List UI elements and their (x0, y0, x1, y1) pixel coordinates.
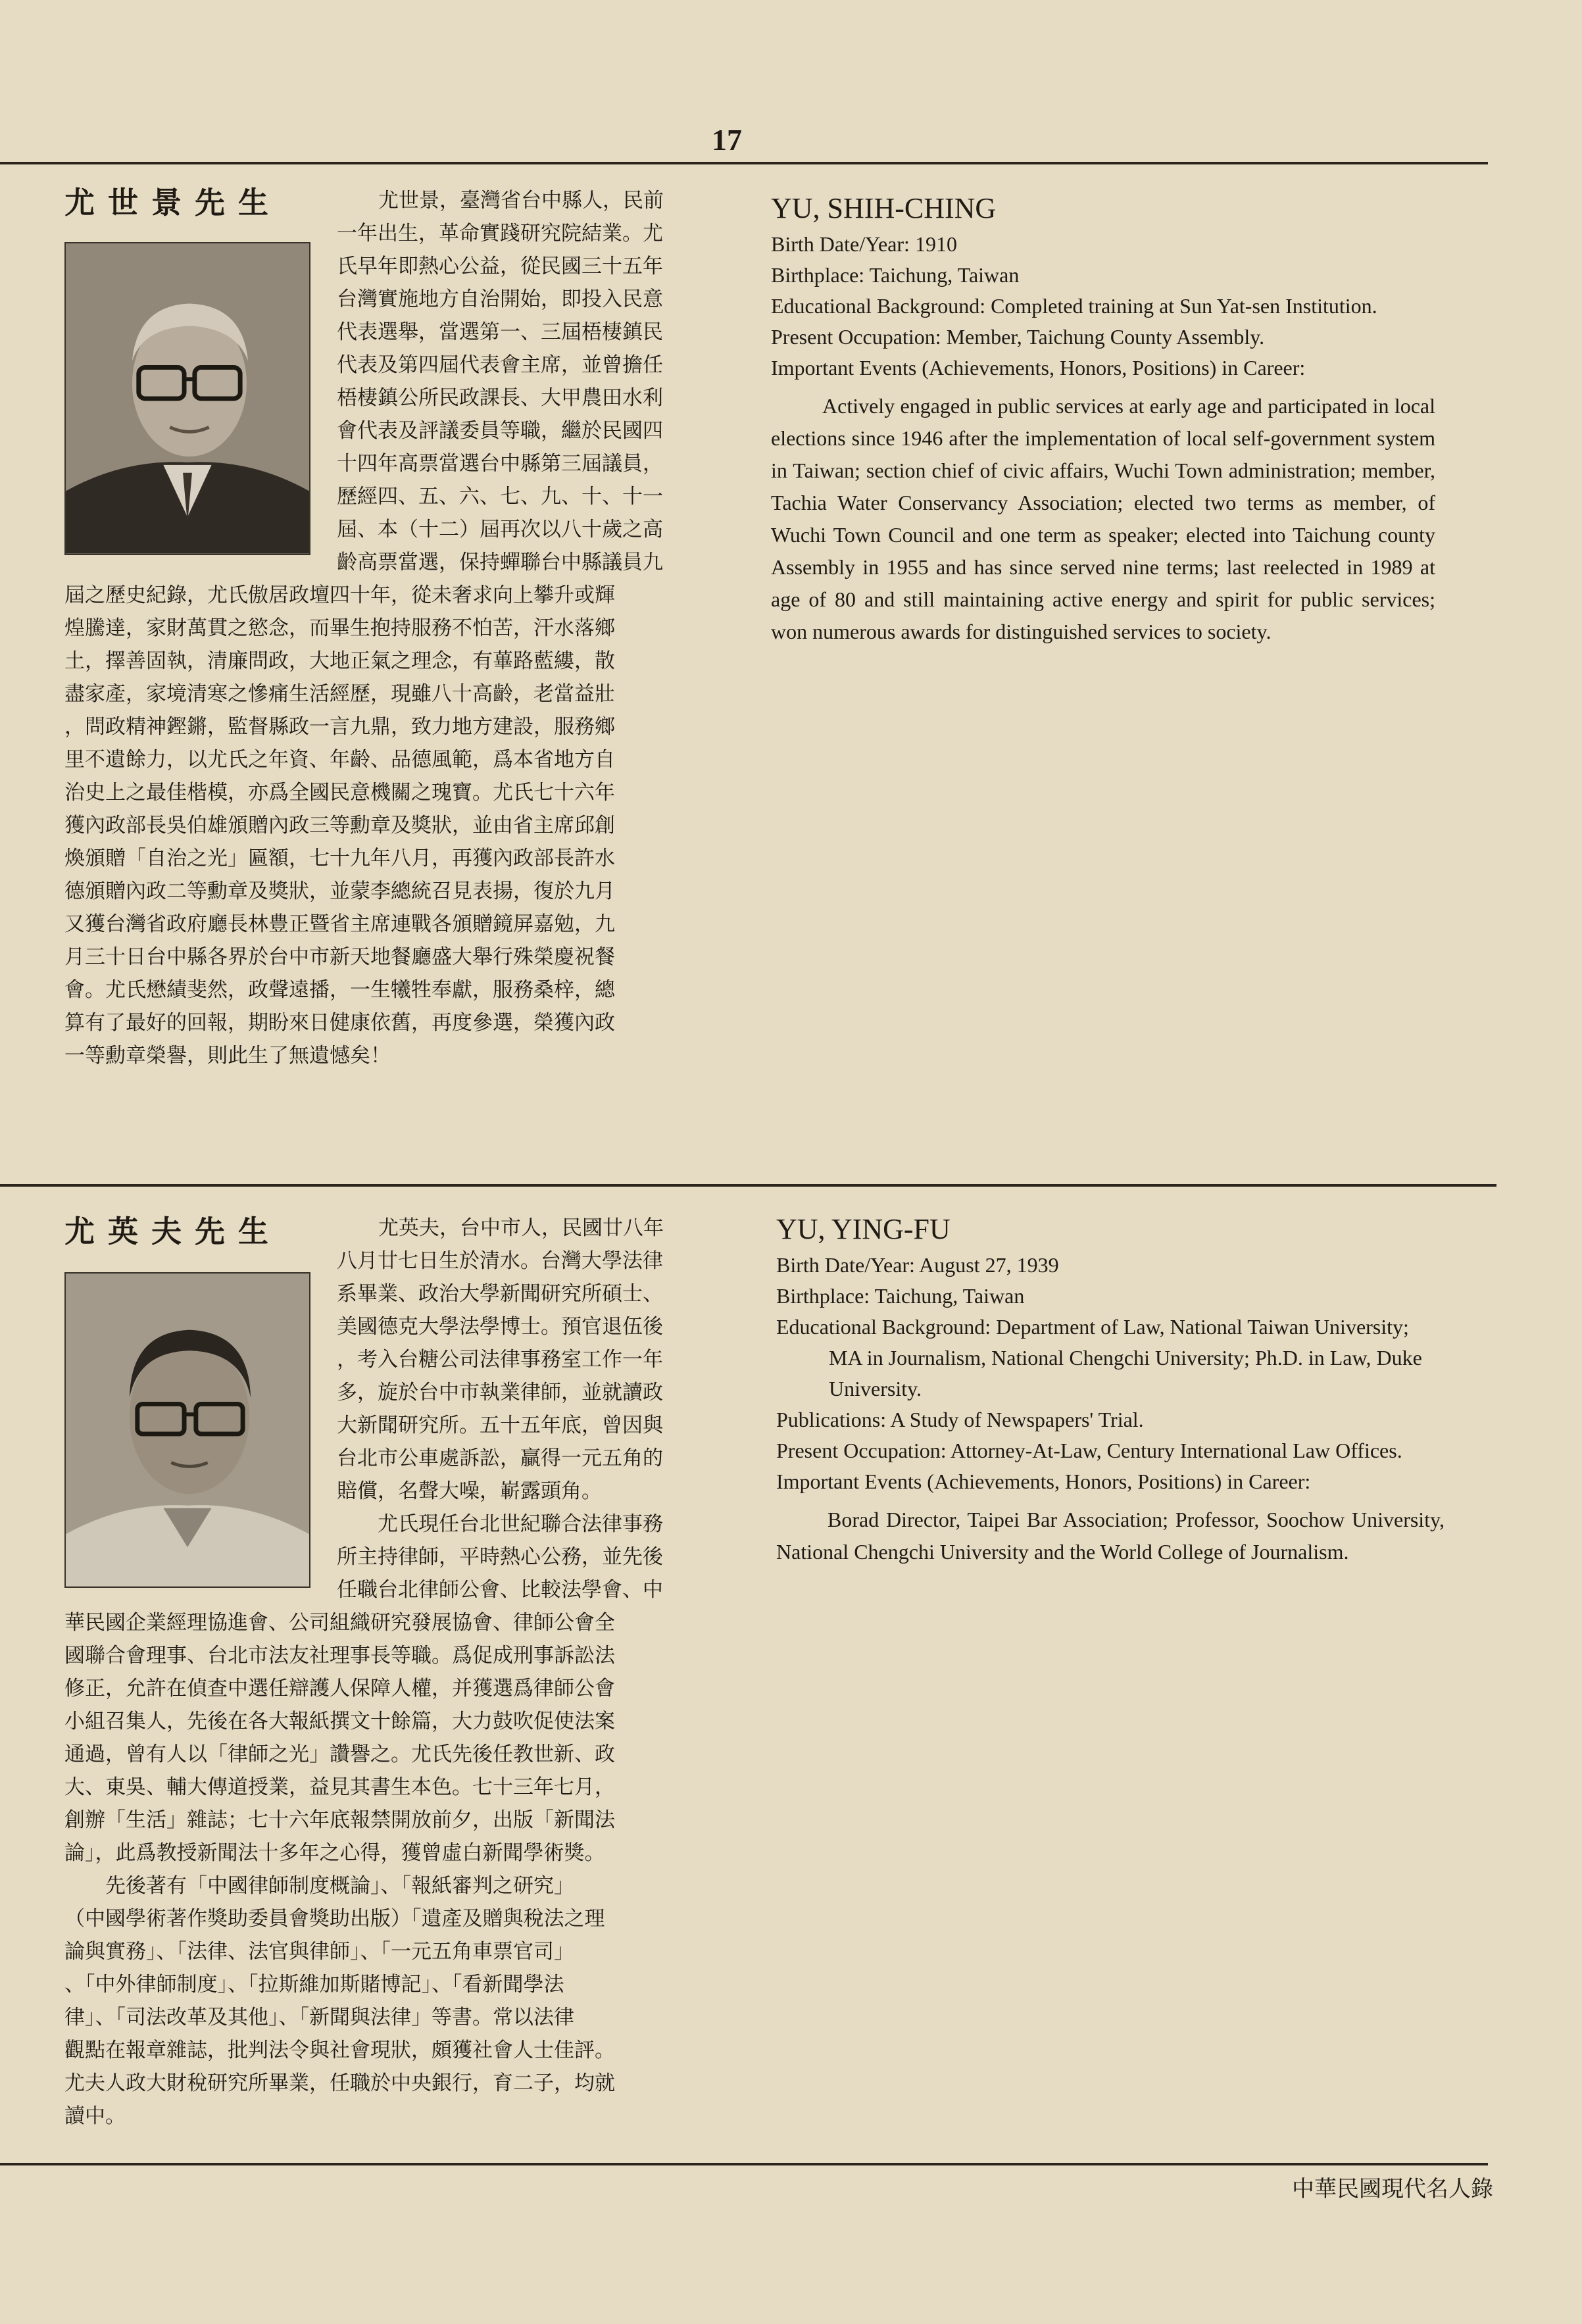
entry-2-chinese-bio-wide (64, 1606, 615, 2133)
chinese-bio-line: 尤世景，臺灣省台中縣人，民前 (378, 189, 664, 212)
birth-date-field: Birth Date/Year: 1910 (771, 232, 957, 256)
birthplace-field: Birthplace: Taichung, Taiwan (776, 1284, 1025, 1308)
chinese-bio-line: 美國德克大學法學博士。預官退伍後 (337, 1315, 663, 1339)
chinese-bio-line: 通過，曾有人以「律師之光」讚譽之。尤氏先後任教世新、政 (64, 1743, 615, 1766)
chinese-bio-line: 任職台北律師公會、比較法學會、中 (337, 1578, 663, 1602)
chinese-bio-line: 論」，此爲教授新聞法十多年之心得，獲曾虛白新聞學術獎。 (64, 1841, 605, 1865)
entry-1-portrait-photo (64, 242, 310, 555)
education-field: Educational Background: Completed training at Sun Yat-sen Institution. (771, 294, 1377, 318)
events-heading: Important Events (Achievements, Honors, Positions) in Career: (771, 356, 1306, 380)
chinese-bio-line: 齡高票當選，保持蟬聯台中縣議員九 (337, 551, 663, 574)
portrait-photo-graphic (66, 243, 309, 554)
chinese-bio-line: 屆之歷史紀錄，尤氏傲居政壇四十年，從未奢求向上攀升或輝 (64, 583, 615, 607)
book-title-footer: 中華民國現代名人錄 (1292, 2176, 1493, 2202)
education-field: Educational Background: Department of Law, National Taiwan University; MA in Journalism, National Chengchi University; Ph.D. in Law, Duke University. (776, 1315, 1422, 1400)
chinese-bio-line: 觀點在報章雜誌，批判法令與社會現狀，頗獲社會人士佳評。 (64, 2039, 615, 2062)
chinese-bio-line: 多，旋於台中市執業律師，並就讀政 (337, 1381, 663, 1404)
chinese-bio-line: 梧棲鎮公所民政課長、大甲農田水利 (337, 386, 663, 410)
entry-2-english-bio (776, 1212, 1445, 1568)
chinese-bio-line: 尤夫人政大財稅研究所畢業，任職於中央銀行，育二子，均就 (64, 2071, 615, 2095)
chinese-bio-line: 盡家產，家境清寒之慘痛生活經歷，現雖八十高齡，老當益壯 (64, 682, 615, 706)
chinese-bio-line: 代表選舉，當選第一、三屆梧棲鎮民 (337, 320, 663, 344)
chinese-bio-line: ，問政精神鏗鏘，監督縣政一言九鼎，致力地方建設，服務鄉 (64, 715, 615, 739)
entry-1-chinese-name: 尤世景先生 (64, 185, 282, 220)
chinese-bio-line: 小組召集人，先後在各大報紙撰文十餘篇，大力鼓吹促使法案 (64, 1710, 615, 1733)
chinese-bio-line: 先後著有「中國律師制度概論」、「報紙審判之研究」 (64, 1874, 574, 1898)
chinese-bio-line: 修正，允許在偵查中選任辯護人保障人權，并獲選爲律師公會 (64, 1677, 615, 1700)
top-rule (0, 162, 1488, 164)
chinese-bio-line: 里不遺餘力，以尤氏之年資、年齡、品德風範，爲本省地方自 (64, 748, 615, 772)
events-heading: Important Events (Achievements, Honors, Positions) in Career: (776, 1470, 1311, 1493)
chinese-bio-line: 獲內政部長吳伯雄頒贈內政三等勳章及獎狀，並由省主席邱創 (64, 814, 615, 837)
chinese-bio-line: 大、東吳、輔大傳道授業，益見其書生本色。七十三年七月， (64, 1775, 615, 1799)
chinese-bio-line: 一等勳章榮譽，則此生了無遺憾矣！ (64, 1044, 391, 1068)
chinese-bio-line: 大新聞研究所。五十五年底，曾因與 (337, 1414, 663, 1437)
section-divider (0, 1184, 1496, 1187)
entry-1-english-name: YU, SHIH-CHING (771, 192, 997, 224)
chinese-bio-line: 德頒贈內政二等勳章及獎狀，並蒙李總統召見表揚，復於九月 (64, 879, 615, 903)
bottom-rule (0, 2163, 1488, 2165)
page-number: 17 (712, 123, 742, 157)
chinese-bio-line: 歷經四、五、六、七、九、十、十一 (337, 485, 663, 508)
chinese-bio-line: 台北市公車處訴訟，贏得一元五角的 (337, 1446, 663, 1470)
chinese-bio-line: ，考入台糖公司法律事務室工作一年 (337, 1348, 663, 1372)
chinese-bio-line: 煌騰達，家財萬貫之慾念，而畢生抱持服務不怕苦，汗水落鄉 (64, 616, 615, 640)
chinese-bio-line: 華民國企業經理協進會、公司組織研究發展協會、律師公會全 (64, 1611, 615, 1635)
chinese-bio-line: 國聯合會理事、台北市法友社理事長等職。爲促成刑事訴訟法 (64, 1644, 615, 1668)
occupation-field: Present Occupation: Attorney-At-Law, Century International Law Offices. (776, 1439, 1402, 1462)
chinese-bio-line: 治史上之最佳楷模，亦爲全國民意機關之瑰寶。尤氏七十六年 (64, 781, 615, 804)
publications-field: Publications: A Study of Newspapers' Trial. (776, 1408, 1144, 1431)
occupation-field: Present Occupation: Member, Taichung County Assembly. (771, 325, 1265, 349)
chinese-bio-line: 尤英夫，台中市人，民國廿八年 (378, 1216, 664, 1240)
chinese-bio-line: （中國學術著作獎助委員會獎助出版）「遺產及贈與稅法之理 (64, 1907, 605, 1931)
entry-2-events-paragraph: Borad Director, Taipei Bar Association; Professor, Soochow University, National Chengchi University and the World College of Journalism. (776, 1508, 1445, 1564)
chinese-bio-line: 會。尤氏懋績斐然，政聲遠播，一生犧牲奉獻，服務桑梓，總 (64, 978, 615, 1002)
entry-1-events-paragraph: Actively engaged in public services at early age and participated in local elections since 1946 after the implementation of local self-government system in Taiwan; section chief of civic affairs, Wuchi Town administration; member, Tachia Water Conservancy Association; elected two terms as member, of Wuchi Town Council and one term as speaker; elected into Taichung county Assembly in 1955 and has since served nine terms; last reelected in 1989 at age of 80 and still maintaining active energy and spirit for public services; won numerous awards for distinguished services to society. (771, 394, 1435, 643)
chinese-bio-line: 煥頒贈「自治之光」匾額，七十九年八月，再獲內政部長許水 (64, 847, 615, 870)
chinese-bio-line: 尤氏現任台北世紀聯合法律事務 (337, 1512, 663, 1536)
entry-1-chinese-bio-narrow (337, 184, 664, 579)
chinese-bio-line: 所主持律師，平時熱心公務，並先後 (337, 1545, 663, 1569)
chinese-bio-line: 律」、「司法改革及其他」、「新聞與法律」等書。常以法律 (64, 2006, 574, 2029)
entry-2-portrait-photo (64, 1272, 310, 1588)
chinese-bio-line: 十四年高票當選台中縣第三屆議員， (337, 452, 663, 476)
chinese-bio-line: 賠償，名聲大噪，嶄露頭角。 (337, 1479, 602, 1503)
chinese-bio-line: 月三十日台中縣各界於台中市新天地餐廳盛大舉行殊榮慶祝餐 (64, 945, 615, 969)
birthplace-field: Birthplace: Taichung, Taiwan (771, 263, 1020, 287)
entry-2-chinese-name: 尤英夫先生 (64, 1214, 282, 1249)
entry-2-chinese-bio-narrow (337, 1212, 664, 1606)
chinese-bio-line: 台灣實施地方自治開始，即投入民意 (337, 287, 663, 311)
portrait-photo-graphic (66, 1273, 309, 1587)
chinese-bio-line: 系畢業、政治大學新聞研究所碩士、 (337, 1282, 663, 1306)
chinese-bio-line: 屆、本（十二）屆再次以八十歲之高 (337, 518, 663, 541)
chinese-bio-line: 又獲台灣省政府廳長林豊正暨省主席連戰各頒贈鏡屏嘉勉，九 (64, 912, 615, 936)
entry-1-chinese-bio-wide (64, 579, 615, 1072)
chinese-bio-line: 論與實務」、「法律、法官與律師」、「一元五角車票官司」 (64, 1940, 574, 1964)
entry-2-english-name: YU, YING-FU (776, 1213, 951, 1245)
chinese-bio-line: 創辦「生活」雜誌；七十六年底報禁開放前夕，出版「新聞法 (64, 1808, 615, 1832)
birth-date-field: Birth Date/Year: August 27, 1939 (776, 1253, 1059, 1277)
chinese-bio-line: 代表及第四屆代表會主席，並曾擔任 (337, 353, 663, 377)
chinese-bio-line: 讀中。 (64, 2104, 126, 2128)
chinese-bio-line: 、「中外律師制度」、「拉斯維加斯賭博記」、「看新聞學法 (64, 1973, 564, 1996)
chinese-bio-line: 算有了最好的回報，期盼來日健康依舊，再度參選，榮獲內政 (64, 1011, 615, 1035)
chinese-bio-line: 氏早年即熱心公益，從民國三十五年 (337, 255, 663, 278)
chinese-bio-line: 土，擇善固執，清廉問政，大地正氣之理念，有蓽路藍縷，散 (64, 649, 615, 673)
chinese-bio-line: 一年出生，革命實踐研究院結業。尤 (337, 222, 663, 245)
chinese-bio-line: 八月廿七日生於清水。台灣大學法律 (337, 1249, 663, 1273)
entry-1-english-bio (771, 191, 1435, 648)
chinese-bio-line: 會代表及評議委員等職，繼於民國四 (337, 419, 663, 443)
